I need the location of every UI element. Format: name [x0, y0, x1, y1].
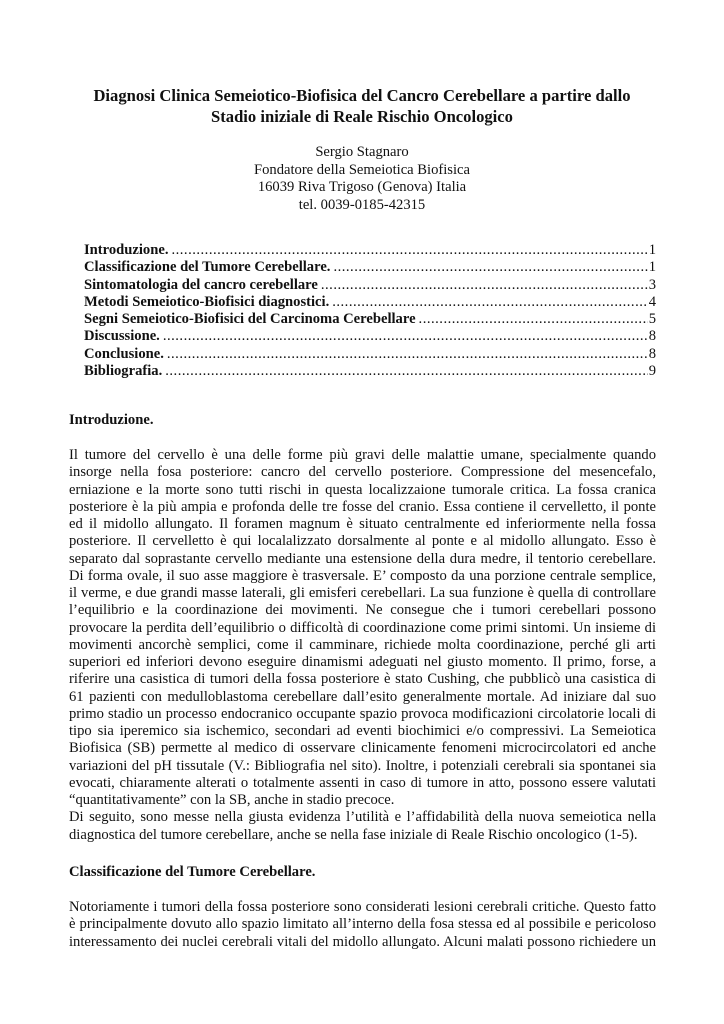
toc-label: Introduzione. [84, 242, 169, 258]
text-line: Il tumore del cervello è una delle forme più gravi delle malattie umane, specialmente quando [69, 447, 656, 463]
toc-label: Bibliografia. [84, 363, 163, 380]
text-line: posteriore. Il cervelletto è qui localalizzato dorsalmente al ponte e al midollo allungato. Esso è [69, 533, 656, 550]
toc-entry-introduzione[interactable] [84, 242, 656, 259]
toc-entry-sintomatologia[interactable] [84, 277, 656, 294]
toc-page-number: 4 [648, 293, 656, 310]
toc-leader-dots [419, 311, 648, 328]
toc-label: Discussione. [84, 328, 160, 345]
toc-entry-conclusione[interactable] [84, 346, 656, 363]
author-name: Sergio Stagnaro [315, 144, 409, 160]
text-line: tipo sia iperemico sia ischemico, secondari ad eventi biochimici e/o compressivi. La Semeiotica [69, 723, 656, 739]
text-line: diagnostica del tumore cerebellare, anche se nella fase iniziale di Reale Rischio oncologico (1-5). [69, 826, 638, 843]
text-line: erniazione e la morte sono tutti rischi in questa localizzaione tumorale critica. La fossa cranica [69, 481, 656, 498]
text-line: Di seguito, sono messe nella giusta evidenza l’utilità e l’affidabilità della nuova semeiotica nella [69, 809, 656, 826]
text-line: separato dal soprastante cervello mediante una estensione della dura medre, il tentorio cerebellare. [69, 550, 656, 567]
author-role: Fondatore della Semeiotica Biofisica [253, 161, 470, 178]
toc-leader-dots [332, 294, 647, 311]
toc-entry-discussione[interactable] [84, 328, 656, 345]
author-address: 16039 Riva Trigoso (Genova) Italia [257, 179, 467, 196]
toc-entry-bibliografia[interactable] [84, 363, 656, 380]
section-body-classificazione [69, 899, 656, 951]
toc-page-number: 8 [648, 345, 656, 362]
toc-leader-dots [167, 346, 648, 363]
toc-leader-dots [333, 259, 647, 276]
toc-label: Classificazione del Tumore Cerebellare. [84, 259, 331, 276]
text-line: movimenti ancorchè semplici, come il camminare, richiede molta coordinazione, perché gli arti [69, 636, 656, 653]
title-line-1: Diagnosi Clinica Semeiotico-Biofisica del Cancro Cerebellare a partire dallo [93, 86, 631, 105]
text-line: Di forma ovale, il suo asse maggiore è trasversale. E’ composto da una porzione centrale semplice, [69, 567, 656, 584]
toc-page-number: 3 [648, 276, 656, 293]
toc-page-number: 1 [648, 259, 656, 276]
section-body-introduzione [69, 447, 656, 844]
toc-leader-dots [321, 277, 648, 294]
toc-entry-metodi[interactable] [84, 294, 656, 311]
toc-entry-classificazione[interactable] [84, 259, 656, 276]
text-line: primo stadio un processo endocranico occupante spazio provoca modificazioni circolatorie locali di [69, 705, 656, 722]
text-line: 61 pazienti con medulloblastoma cerebellare dall’esito generalmente mortale. Ad iniziare dal suo [69, 688, 656, 705]
document-title [60, 86, 664, 127]
section-heading-introduzione: Introduzione. [69, 412, 154, 428]
author-phone: tel. 0039-0185-42315 [298, 196, 426, 213]
text-line: Notoriamente i tumori della fossa posteriore sono considerati lesioni cerebrali critiche. Questo fatto [69, 899, 656, 915]
text-line: il verme, e due grandi masse laterali, gli emisferi cerebellari. La sua funzione è quella di controllare [69, 585, 656, 601]
text-line: interessamento dei nuclei cerebrali vitali del midollo allungato. Alcuni malati possono richiedere un [69, 933, 656, 950]
text-line: evocati, chiaramente alterati o totalmente assenti in caso di tumore in atto, possono essere valutati [69, 774, 656, 791]
toc-label: Sintomatologia del cancro cerebellare [84, 276, 318, 293]
text-line: provocare la perdita dell’equilibrio o difficoltà di coordinazione come primi sintomi. Un insieme di [69, 619, 656, 636]
toc-leader-dots [163, 328, 648, 345]
title-line-2: Stadio iniziale di Reale Rischio Oncologico [211, 106, 513, 126]
text-line: “quantitativamente” con la SB, anche in stadio precoce. [69, 792, 395, 808]
text-line: insorge nella fosa posteriore: cancro del cervello posteriore. Compressione del mesencefalo, [69, 464, 656, 481]
section-heading-classificazione: Classificazione del Tumore Cerebellare. [69, 864, 316, 880]
text-line: l’equilibrio e la coordinazione dei movimenti. Ne consegue che i tumori cerebellari possono [69, 602, 656, 619]
text-line: è principalmente dovuto allo spazio limitato all’interno della fosa stessa ed al possibile e pericoloso [69, 916, 656, 933]
text-line: ed il midollo allungato. Il foramen magnum è situato centralmente ed inferiormente nella fossa [69, 516, 656, 532]
table-of-contents [84, 242, 656, 380]
text-line: superiori ed inferiori devono eseguire dinamismi adeguati nel giusto momento. Il primo, forse, a [69, 654, 656, 670]
toc-leader-dots [165, 363, 647, 380]
text-line: Biofisica (SB) permette al medico di osservare clinicamente fenomeni microcircolatori ed anche [69, 740, 656, 757]
toc-page-number: 9 [648, 363, 656, 380]
text-line: riferire una casistica di tumori della fossa posteriore è stato Cushing, che pubblicò una casistica di [69, 671, 656, 688]
toc-leader-dots [171, 242, 647, 259]
toc-page-number: 1 [648, 242, 656, 258]
toc-label: Segni Semeiotico-Biofisici del Carcinoma Cerebellare [84, 311, 416, 328]
author-block [60, 144, 664, 214]
text-line: variazioni del pH tissutale (V.: Bibliografia nel sito). Inoltre, i potenziali cerebrali sia spontanei sia [69, 757, 656, 774]
text-line: posteriore è la più ampia e profonda delle tre fosse del cranio. Essa contiene il cervelletto, il ponte [69, 498, 656, 515]
toc-page-number: 5 [648, 311, 656, 328]
toc-page-number: 8 [648, 328, 656, 345]
toc-label: Conclusione. [84, 345, 164, 362]
toc-label: Metodi Semeiotico-Biofisici diagnostici. [84, 293, 330, 310]
toc-entry-segni[interactable] [84, 311, 656, 328]
